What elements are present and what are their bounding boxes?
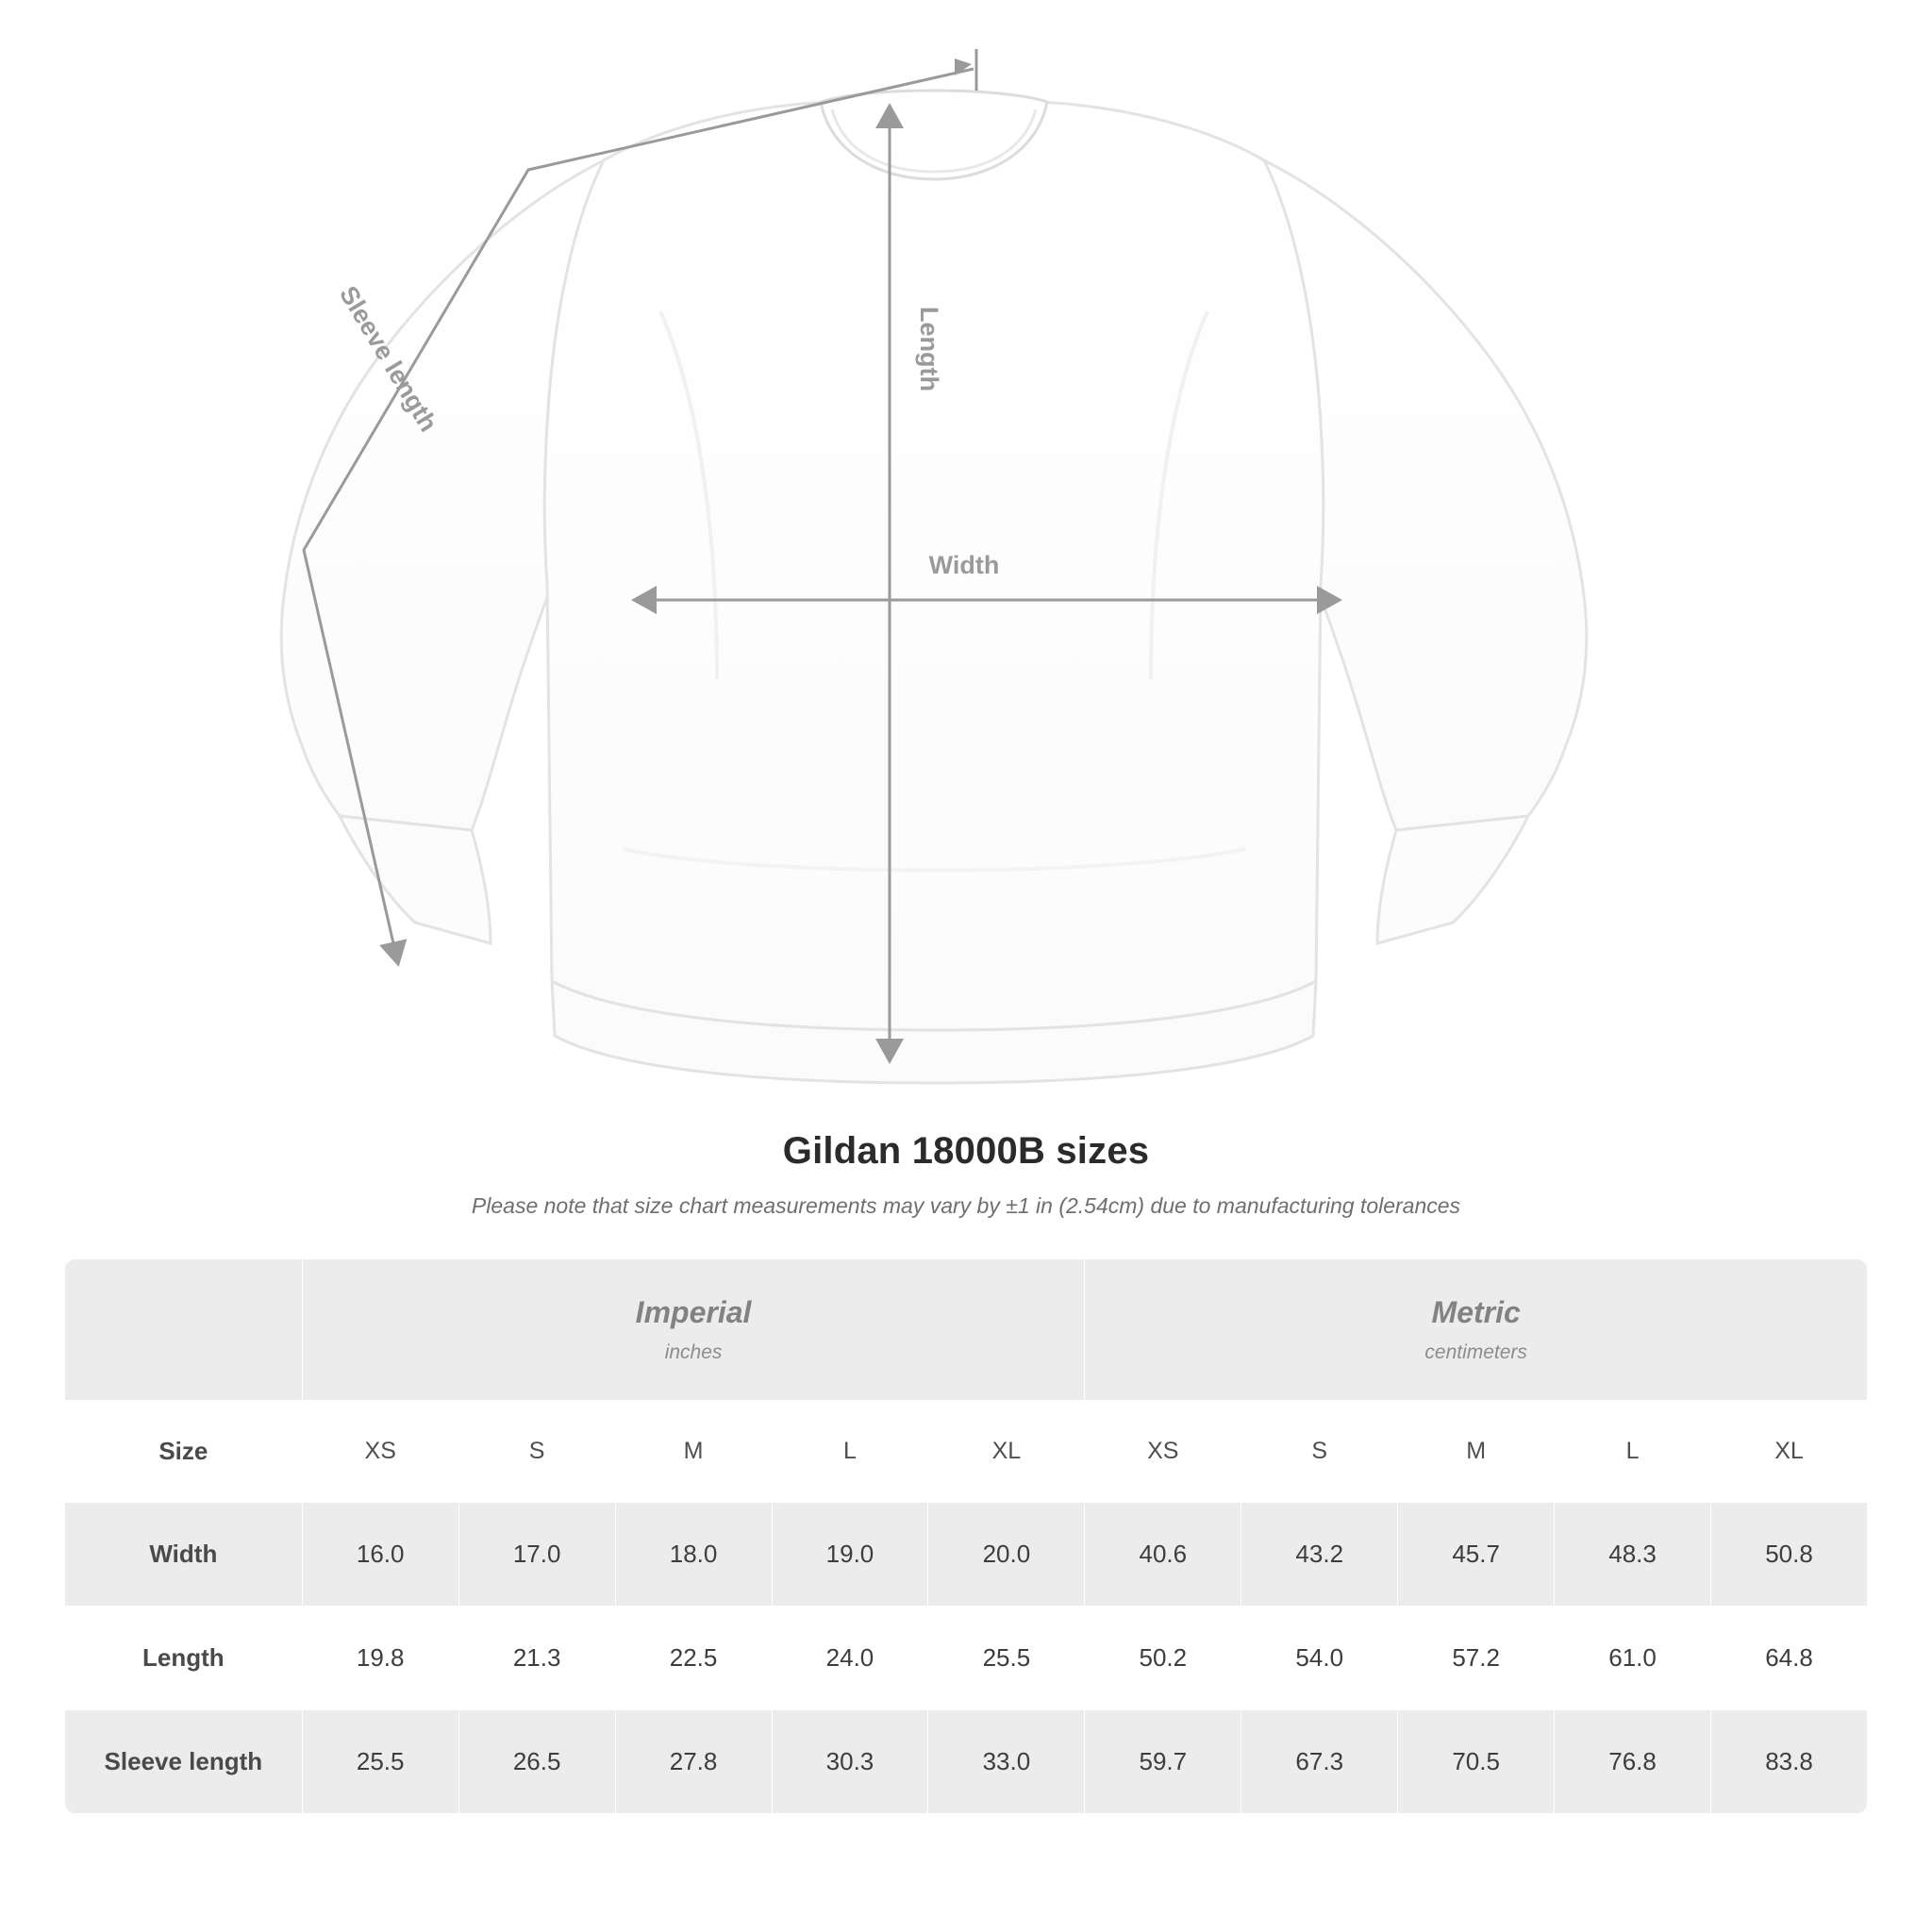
cell-length-imperial-s: 21.3 — [458, 1607, 615, 1710]
cell-width-imperial-m: 18.0 — [615, 1503, 772, 1607]
cell-length-metric-xl: 64.8 — [1711, 1607, 1868, 1710]
size-header-imperial-s: S — [458, 1401, 615, 1503]
unit-name-imperial: Imperial — [635, 1295, 752, 1329]
size-header-imperial-m: M — [615, 1401, 772, 1503]
unit-header-corner — [65, 1259, 303, 1401]
cell-width-metric-xs: 40.6 — [1085, 1503, 1241, 1607]
sweatshirt-shape — [281, 91, 1587, 1083]
unit-header-row — [65, 1259, 1868, 1401]
cell-width-imperial-l: 19.0 — [772, 1503, 928, 1607]
row-label-length: Length — [65, 1607, 303, 1710]
table-row — [65, 1710, 1868, 1814]
cell-sleeve-imperial-m: 27.8 — [615, 1710, 772, 1814]
cell-sleeve-imperial-xs: 25.5 — [302, 1710, 458, 1814]
size-header-metric-m: M — [1398, 1401, 1555, 1503]
unit-name-metric: Metric — [1431, 1295, 1521, 1329]
cell-length-metric-xs: 50.2 — [1085, 1607, 1241, 1710]
size-table — [64, 1258, 1868, 1814]
cell-width-metric-l: 48.3 — [1555, 1503, 1711, 1607]
cell-length-metric-s: 54.0 — [1241, 1607, 1398, 1710]
cell-sleeve-metric-s: 67.3 — [1241, 1710, 1398, 1814]
cell-length-imperial-l: 24.0 — [772, 1607, 928, 1710]
cell-width-metric-s: 43.2 — [1241, 1503, 1398, 1607]
size-header-label: Size — [65, 1401, 303, 1503]
cell-length-metric-l: 61.0 — [1555, 1607, 1711, 1710]
cell-length-metric-m: 57.2 — [1398, 1607, 1555, 1710]
page-title: Gildan 18000B sizes — [782, 1130, 1150, 1172]
cell-sleeve-metric-xl: 83.8 — [1711, 1710, 1868, 1814]
size-table-wrapper — [64, 1258, 1868, 1814]
length-label: Length — [915, 307, 943, 391]
size-header-metric-l: L — [1555, 1401, 1711, 1503]
cell-length-imperial-m: 22.5 — [615, 1607, 772, 1710]
table-row — [65, 1607, 1868, 1710]
size-header-imperial-xl: XL — [928, 1401, 1085, 1503]
cell-sleeve-metric-m: 70.5 — [1398, 1710, 1555, 1814]
size-header-imperial-xs: XS — [302, 1401, 458, 1503]
size-header-metric-xl: XL — [1711, 1401, 1868, 1503]
size-header-metric-s: S — [1241, 1401, 1398, 1503]
sleeve-arrow-head-top — [955, 58, 972, 75]
size-header-metric-xs: XS — [1085, 1401, 1241, 1503]
cell-width-imperial-xl: 20.0 — [928, 1503, 1085, 1607]
cell-width-imperial-s: 17.0 — [458, 1503, 615, 1607]
row-label-width: Width — [65, 1503, 303, 1607]
cell-sleeve-metric-l: 76.8 — [1555, 1710, 1711, 1814]
unit-group-metric — [1085, 1259, 1868, 1401]
cell-sleeve-metric-xs: 59.7 — [1085, 1710, 1241, 1814]
cell-width-metric-xl: 50.8 — [1711, 1503, 1868, 1607]
unit-sub-metric: centimeters — [1424, 1341, 1527, 1363]
cell-sleeve-imperial-xl: 33.0 — [928, 1710, 1085, 1814]
width-label: Width — [928, 551, 1000, 579]
size-header-row — [65, 1401, 1868, 1503]
tolerance-note: Please note that size chart measurements may vary by ±1 in (2.54cm) due to manufacturing tolerances — [471, 1193, 1461, 1218]
unit-group-imperial — [302, 1259, 1085, 1401]
row-label-sleeve-length: Sleeve length — [65, 1710, 303, 1814]
cell-length-imperial-xs: 19.8 — [302, 1607, 458, 1710]
cell-width-metric-m: 45.7 — [1398, 1503, 1555, 1607]
size-header-imperial-l: L — [772, 1401, 928, 1503]
title-block — [0, 1130, 1932, 1219]
cell-width-imperial-xs: 16.0 — [302, 1503, 458, 1607]
cell-length-imperial-xl: 25.5 — [928, 1607, 1085, 1710]
sleeve-length-label: Sleeve length — [334, 281, 443, 437]
cell-sleeve-imperial-l: 30.3 — [772, 1710, 928, 1814]
unit-sub-imperial: inches — [664, 1341, 723, 1363]
cell-sleeve-imperial-s: 26.5 — [458, 1710, 615, 1814]
table-row — [65, 1503, 1868, 1607]
